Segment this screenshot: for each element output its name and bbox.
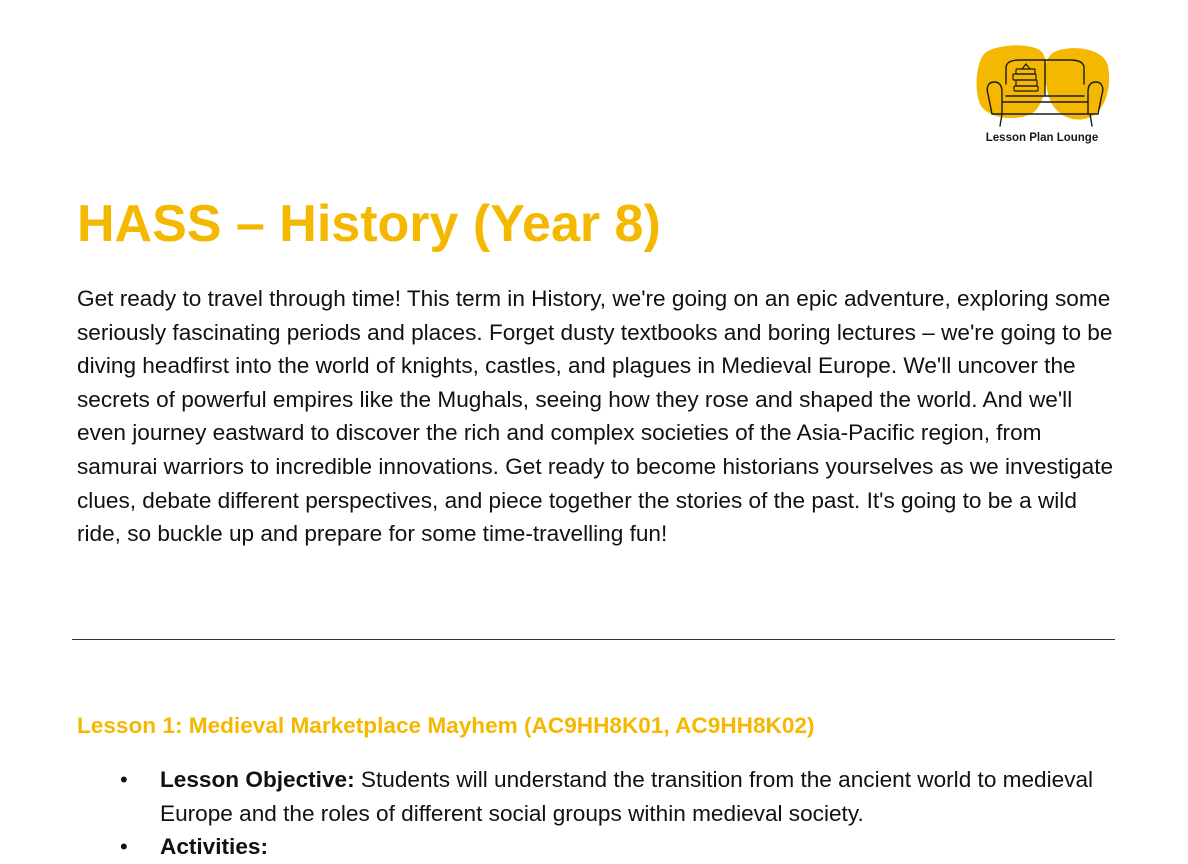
sofa-books-icon <box>972 42 1112 134</box>
page-title: HASS – History (Year 8) <box>77 195 661 253</box>
list-item <box>0 763 1110 830</box>
bullet-icon: • <box>120 834 128 860</box>
bullet-icon: • <box>120 767 128 792</box>
lesson-heading: Lesson 1: Medieval Marketplace Mayhem (AC9HH8K01, AC9HH8K02) <box>77 713 815 738</box>
intro-paragraph: Get ready to travel through time! This term in History, we're going on an epic adventure, exploring some seriously fascinating periods and places. Forget dusty textbooks and boring lectures – we're going to be diving headfirst into the world of knights, castles, and plagues in Medieval Europe. We'll uncover the secrets of powerful empires like the Mughals, seeing how they rose and shaped the world. And we'll even journey eastward to discover the rich and complex societies of the Asia-Pacific region, from samurai warriors to incredible innovations. Get ready to become historians yourselves as we investigate clues, debate different perspectives, and piece together the stories of the past. It's going to be a wild ride, so buckle up and prepare for some time-travelling fun! <box>77 286 1114 547</box>
lesson-bullet-list <box>0 763 1188 864</box>
bullet-text: Students will understand the transition from the ancient world to medieval Europe and the roles of different social groups within medieval society. <box>160 767 1094 826</box>
logo-text: Lesson Plan Lounge <box>985 132 1099 144</box>
section-divider <box>72 639 1115 640</box>
bullet-label: Lesson Objective: <box>160 767 355 792</box>
bullet-label: Activities: <box>160 834 268 860</box>
list-item <box>0 830 1110 864</box>
logo <box>972 42 1112 150</box>
